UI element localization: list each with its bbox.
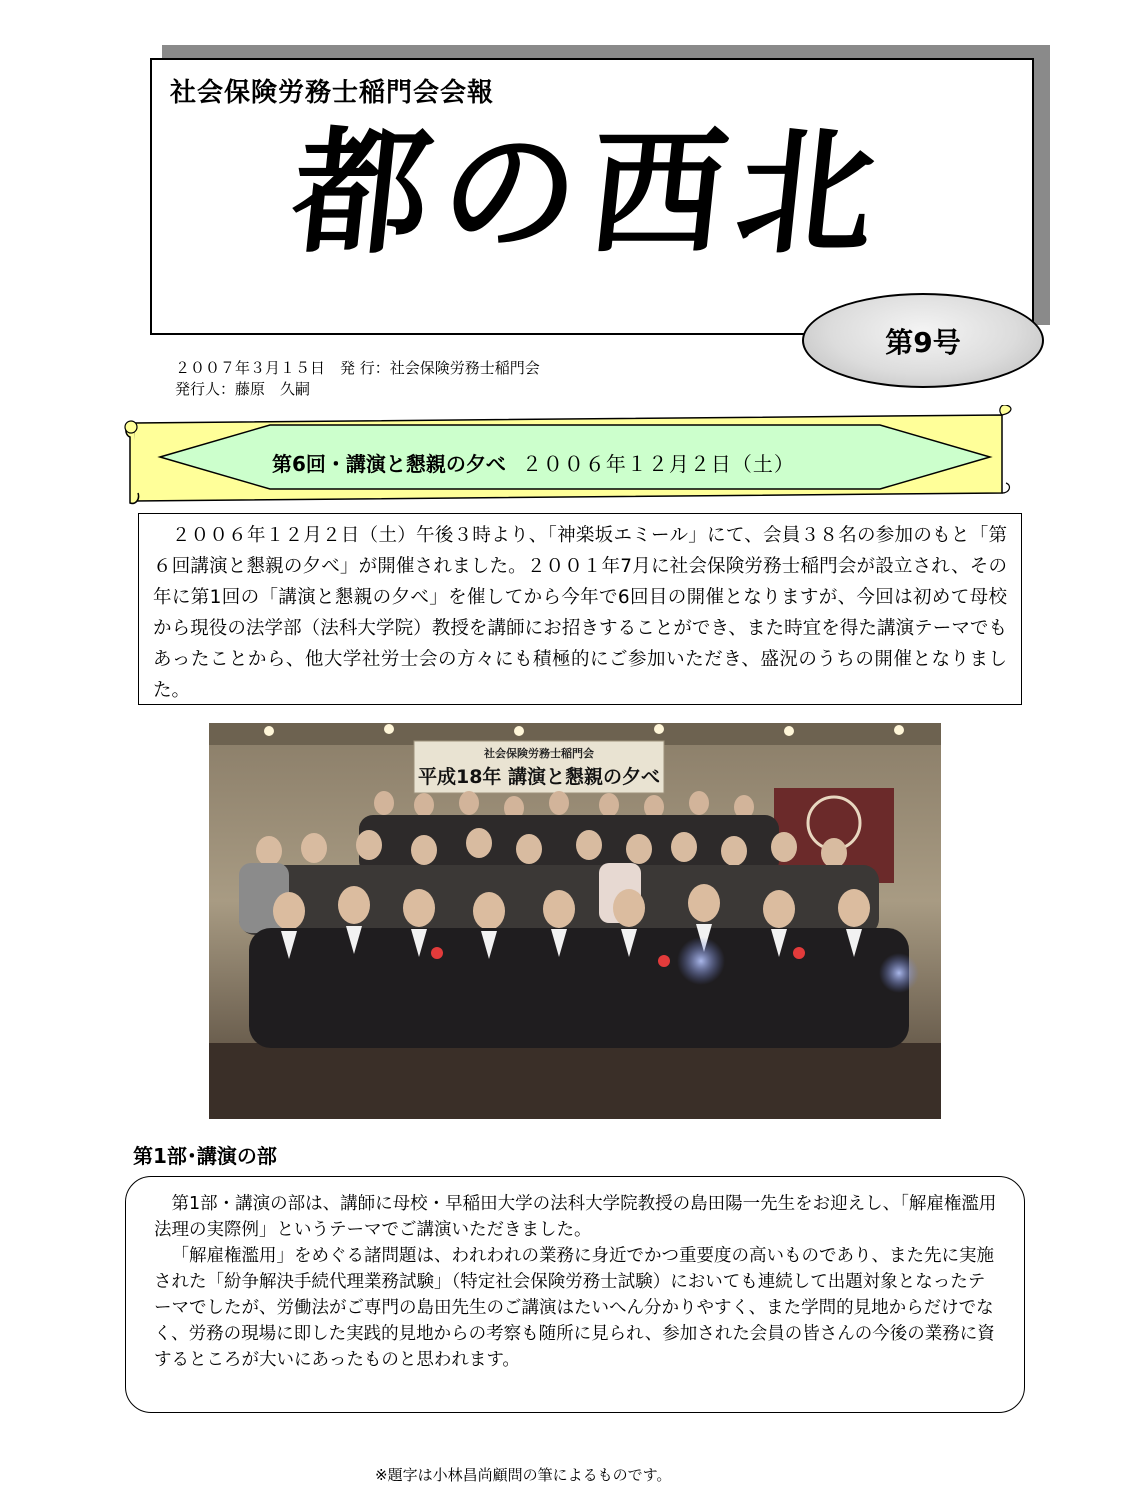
issue-number: 第9号 [885,325,961,359]
footer-note: ※題字は小林昌尚顧問の筆によるものです。 [375,1466,672,1484]
photo-banner-large: 平成18年 講演と懇親の夕べ [417,766,661,788]
issue-badge [802,293,1044,388]
banner-date: ２００６年１２月２日（土） [521,452,795,476]
banner-title: 第6回・講演と懇親の夕べ [272,452,506,476]
lecture-paragraph-2: 「解雇権濫用」をめぐる諸問題は、われわれの業務に身近でかつ重要度の高いものであり、また先に実施された「紛争解決手続代理業務試験」（特定社会保険労務士試験）においても連続して出題対象となったテーマでしたが、労働法がご専門の島田先生のご講演はたいへん分かりやすく、また学問的見地からだけでなく、労務の現場に即した実践的見地からの考察も随所に見られ、参加された会員の皆さんの今後の業務に資するところが大いにあったものと思われます。 [154,1246,995,1370]
intro-text: ２００６年１２月２日（土）午後３時より、「神楽坂エミール」にて、会員３８名の参加のもと「第６回講演と懇親の夕べ」が開催されました。２００１年7月に社会保険労務士稲門会が設立され、その年に第1回の「講演と懇親の夕べ」を催してから今年で6回目の開催となりますが、今回は初めて母校から現役の法学部（法科大学院）教授を講師にお招きすることができ、また時宜を得た講演テーマでもあったことから、他大学社労士会の方々にも積極的にご参加いただき、盛況のうちの開催となりました。 [153,525,1007,701]
lecture-article [125,1176,1025,1413]
section-heading: 第1部･講演の部 [133,1144,277,1168]
issuer-line: 発行人：藤原 久嗣 [175,380,311,398]
group-photo [209,723,941,1119]
publication-date-line: ２００７年３月１５日 発 行：社会保険労務士稲門会 [175,359,540,377]
photo-banner-small: 社会保険労務士稲門会 [484,747,594,760]
intro-article [138,513,1022,705]
publication-name: 社会保険労務士稲門会会報 [170,78,495,108]
banner-text [272,448,795,477]
newsletter-title: 都の西北 [285,113,895,273]
lecture-paragraph-1: 第1部・講演の部は、講師に母校・早稲田大学の法科大学院教授の島田陽一先生をお迎えし、「解雇権濫用法理の実際例」というテーマでご講演いただきました。 [154,1194,997,1240]
